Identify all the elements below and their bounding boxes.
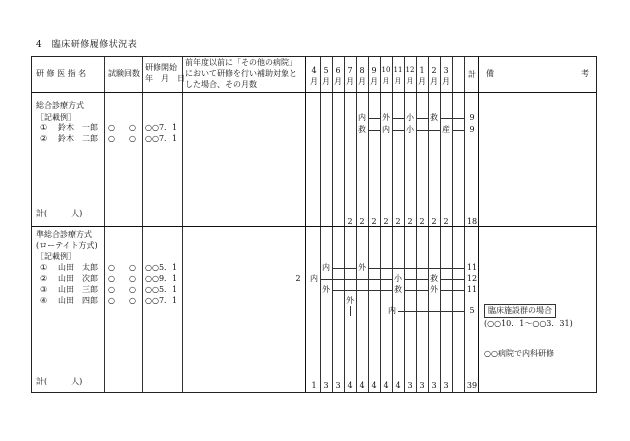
month-unit: 月 <box>334 77 342 86</box>
remark-box: 臨床施設群の場合 <box>484 304 556 318</box>
header-note-2: において研修を行い補助対象と <box>185 69 297 78</box>
s2-row-no: ① <box>40 263 48 272</box>
s1-row2-count: ○ <box>108 134 115 143</box>
s2-r3-total: 11 <box>466 285 478 294</box>
s1-r2-mark-san: 産 <box>442 125 450 134</box>
s2-subtotal-cell: 4 <box>359 381 365 390</box>
header-bottom-line <box>32 92 596 93</box>
remark-note: ○○病院で内科研修 <box>484 349 554 358</box>
s2-row-start: ○○5．1 <box>145 263 178 272</box>
s2-prior-months: 2 <box>295 274 301 283</box>
s1-subtotal-cell: 2 <box>443 217 449 226</box>
s2-r2-mark-kyu: 救 <box>430 274 438 283</box>
month-header-6 <box>380 65 392 87</box>
s1-r2-line <box>452 130 464 131</box>
s1-r2-mark-kyu: 救 <box>358 125 366 134</box>
month-unit: 月 <box>418 77 426 86</box>
col-divider <box>320 57 321 392</box>
s2-row-mark: ○ <box>129 285 136 294</box>
s2-row-name: 山田 三郎 <box>58 285 98 294</box>
s1-row1-start: ○○7．1 <box>145 123 178 132</box>
month-number: 3 <box>443 66 449 75</box>
s1-subtotal-cell: 2 <box>419 217 425 226</box>
s2-r3-mark-ge2: 外 <box>430 285 438 294</box>
s1-subtotal-cell: 2 <box>359 217 365 226</box>
section-divider <box>32 226 596 227</box>
s1-row1-mark: ○ <box>129 123 136 132</box>
s2-row-mark: ○ <box>129 274 136 283</box>
section2-example: ［記載例］ <box>36 252 76 261</box>
s2-r3-line <box>404 290 428 291</box>
s1-r1-mark-ge: 外 <box>382 113 390 122</box>
s2-r3-mark-ge: 外 <box>322 285 330 294</box>
s1-subtotal-cell: 2 <box>407 217 413 226</box>
s2-subtotal-cell: 4 <box>347 381 353 390</box>
month-header-2 <box>332 65 344 87</box>
s2-row-mark: ○ <box>129 296 136 305</box>
s1-subtotal-cell: 2 <box>395 217 401 226</box>
s2-r2-total: 12 <box>466 274 478 283</box>
s2-subtotal-cell: 3 <box>335 381 341 390</box>
s2-subtotal-total: 39 <box>466 381 478 390</box>
s2-r1-line <box>332 268 356 269</box>
month-header-5 <box>368 65 380 87</box>
s2-row-name: 山田 四郎 <box>58 296 98 305</box>
s2-r4-connector <box>350 306 351 316</box>
section1-example: ［記載例］ <box>36 113 76 122</box>
s2-r4-total: 5 <box>469 306 475 315</box>
month-number: 1 <box>419 66 425 75</box>
month-number: 10 <box>381 66 391 74</box>
s1-row1-no: ① <box>40 123 48 132</box>
month-header-1 <box>320 65 332 87</box>
s2-subtotal-cell: 3 <box>419 381 425 390</box>
col-divider <box>142 57 143 392</box>
s2-subtotal-cell: 3 <box>323 381 329 390</box>
s2-r4-mark-ge: 外 <box>346 296 354 305</box>
s1-r1-line <box>440 118 464 119</box>
month-header-4 <box>356 65 368 87</box>
s1-r1-line <box>416 118 428 119</box>
s2-row-count: ○ <box>108 296 115 305</box>
s1-r2-line <box>368 130 380 131</box>
col-divider <box>464 57 465 392</box>
s2-r4-line <box>398 311 464 312</box>
col-divider <box>452 57 453 392</box>
s1-subtotal-cell: 2 <box>431 217 437 226</box>
s1-subtotal-cell: 2 <box>383 217 389 226</box>
month-number: 6 <box>335 66 341 75</box>
month-number: 5 <box>323 66 329 75</box>
s2-r4-mark-ai: 内 <box>388 306 396 315</box>
month-header-11 <box>440 65 452 87</box>
s2-row-name: 山田 太郎 <box>58 263 98 272</box>
col-divider <box>332 57 333 392</box>
s1-row1-count: ○ <box>108 123 115 132</box>
s1-row1-name: 鈴木 一郎 <box>58 123 98 132</box>
header-total: 計 <box>468 70 476 79</box>
month-number: 8 <box>359 66 365 75</box>
month-number: 9 <box>371 66 377 75</box>
s1-r1-mark-ai: 内 <box>358 113 366 122</box>
s1-row2-name: 鈴木 二郎 <box>58 134 98 143</box>
month-unit: 月 <box>358 77 366 86</box>
s2-r3-line <box>440 290 464 291</box>
header-count: 試験回数 <box>108 69 140 78</box>
s2-r3-mark-kyu: 救 <box>394 285 402 294</box>
month-unit: 月 <box>346 77 354 86</box>
section2-heading: 準総合診療方式 <box>36 230 92 239</box>
s1-r1-line <box>392 118 404 119</box>
s2-row-count: ○ <box>108 274 115 283</box>
month-unit: 月 <box>370 77 378 86</box>
section1-subtotal-label: 計( 人) <box>36 209 83 218</box>
s2-row-no: ③ <box>40 285 48 294</box>
month-number: 12 <box>405 66 415 74</box>
section2-subtotal-label: 計( 人) <box>36 377 83 386</box>
s2-r1-total: 11 <box>466 263 478 272</box>
s1-r2-line <box>416 130 440 131</box>
header-start-2: 年 月 日 <box>145 74 185 83</box>
section1-heading: 総合診療方式 <box>36 101 84 110</box>
s1-r1-line <box>368 118 380 119</box>
s2-r2-line <box>440 279 464 280</box>
s2-row-name: 山田 次郎 <box>58 274 98 283</box>
month-unit: 月 <box>442 77 450 86</box>
s1-r2-total: 9 <box>469 125 475 134</box>
s2-r2-mark-sho: 小 <box>394 274 402 283</box>
s1-row2-no: ② <box>40 134 48 143</box>
s2-r2-mark-ai: 内 <box>310 274 318 283</box>
month-unit: 月 <box>406 77 414 85</box>
document-title: 4 臨床研修履修状況表 <box>36 40 138 50</box>
s2-r3-line <box>332 290 392 291</box>
s1-r1-mark-kyu: 救 <box>430 113 438 122</box>
s2-row-count: ○ <box>108 285 115 294</box>
s2-row-count: ○ <box>108 263 115 272</box>
s2-r2-line <box>404 279 428 280</box>
s1-subtotal-cell: 2 <box>347 217 353 226</box>
s2-subtotal-cell: 1 <box>311 381 317 390</box>
header-name: 研 修 医 指 名 <box>36 69 87 78</box>
s1-subtotal-total: 18 <box>466 217 478 226</box>
s2-r2-line <box>320 279 392 280</box>
remark-period: (○○10．1～○○3．31) <box>484 319 573 328</box>
s2-subtotal-cell: 4 <box>395 381 401 390</box>
month-number: 11 <box>393 66 403 74</box>
header-note-1: 前年度以前に「その他の病院」 <box>185 58 297 67</box>
s2-subtotal-cell: 4 <box>371 381 377 390</box>
s2-subtotal-cell: 4 <box>383 381 389 390</box>
month-header-8 <box>404 65 416 87</box>
month-number: 4 <box>311 66 317 75</box>
header-note-3: した場合、その月数 <box>185 80 257 89</box>
s2-row-start: ○○7．1 <box>145 296 178 305</box>
month-unit: 月 <box>382 77 390 85</box>
month-number: 2 <box>431 66 437 75</box>
s2-row-start: ○○9．1 <box>145 274 178 283</box>
month-header-0 <box>308 65 320 87</box>
s2-row-no: ④ <box>40 296 48 305</box>
col-divider <box>104 57 105 392</box>
col-divider <box>478 57 479 392</box>
s1-r2-mark-sho: 小 <box>406 125 414 134</box>
header-start-1: 研修開始 <box>145 63 177 72</box>
s2-subtotal-cell: 3 <box>443 381 449 390</box>
s1-r2-line <box>392 130 404 131</box>
col-divider <box>182 57 183 392</box>
month-unit: 月 <box>394 77 402 85</box>
month-header-7 <box>392 65 404 87</box>
header-remarks-left: 備 <box>486 69 494 78</box>
month-unit: 月 <box>310 77 318 86</box>
month-header-10 <box>428 65 440 87</box>
month-header-3 <box>344 65 356 87</box>
header-remarks-right: 考 <box>581 69 589 78</box>
s2-subtotal-cell: 3 <box>431 381 437 390</box>
month-unit: 月 <box>430 77 438 86</box>
month-header-9 <box>416 65 428 87</box>
col-divider <box>305 57 306 392</box>
s1-r1-mark-sho: 小 <box>406 113 414 122</box>
s1-r2-mark-ai: 内 <box>382 125 390 134</box>
s2-r1-mark-ai: 内 <box>322 263 330 272</box>
s2-row-no: ② <box>40 274 48 283</box>
s1-subtotal-cell: 2 <box>371 217 377 226</box>
s2-row-start: ○○5．1 <box>145 285 178 294</box>
s2-r1-mark-ge: 外 <box>358 263 366 272</box>
training-status-table <box>31 56 597 393</box>
s1-row2-start: ○○7．1 <box>145 134 178 143</box>
s2-row-mark: ○ <box>129 263 136 272</box>
section2-sub: (ローテイト方式) <box>36 241 98 250</box>
s1-row2-mark: ○ <box>129 134 136 143</box>
month-number: 7 <box>347 66 353 75</box>
s2-subtotal-cell: 3 <box>407 381 413 390</box>
month-unit: 月 <box>322 77 330 86</box>
s2-r1-line <box>368 268 464 269</box>
s1-r1-total: 9 <box>469 113 475 122</box>
